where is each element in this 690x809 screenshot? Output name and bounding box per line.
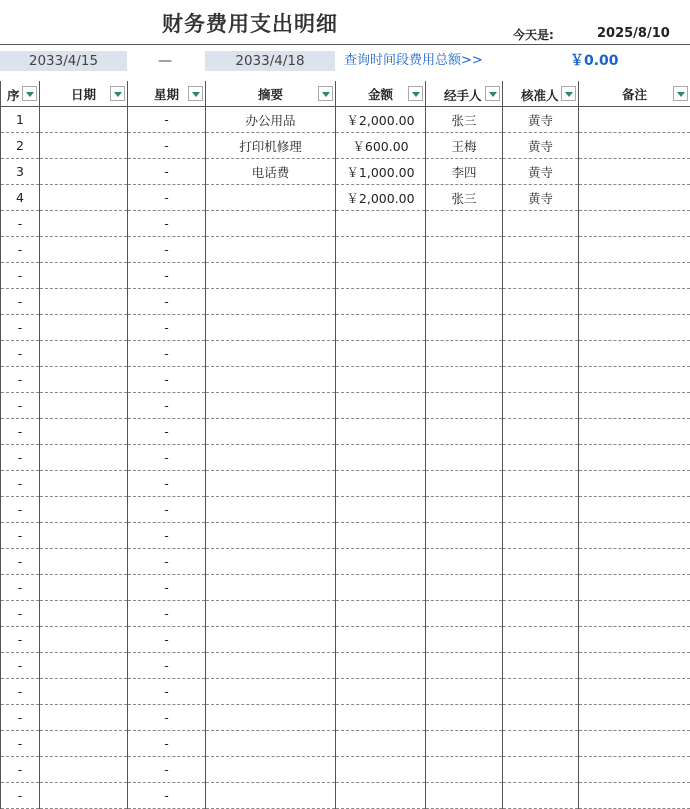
cell-remark[interactable]: [579, 601, 690, 627]
cell-handler[interactable]: [426, 419, 503, 445]
cell-approver[interactable]: [503, 601, 579, 627]
cell-date[interactable]: [40, 393, 128, 419]
cell-date[interactable]: [40, 679, 128, 705]
cell-summary[interactable]: [206, 783, 336, 809]
cell-summary[interactable]: [206, 575, 336, 601]
cell-approver[interactable]: [503, 393, 579, 419]
cell-approver[interactable]: [503, 731, 579, 757]
cell-amount[interactable]: [336, 731, 426, 757]
cell-weekday[interactable]: -: [128, 523, 206, 549]
cell-handler[interactable]: [426, 393, 503, 419]
cell-date[interactable]: [40, 133, 128, 159]
cell-remark[interactable]: [579, 445, 690, 471]
cell-remark[interactable]: [579, 627, 690, 653]
table-row: [1, 159, 690, 185]
cell-remark[interactable]: [579, 315, 690, 341]
cell-approver[interactable]: [503, 471, 579, 497]
table-row: [1, 289, 690, 315]
cell-handler[interactable]: 张三: [426, 185, 503, 211]
cell-summary[interactable]: [206, 237, 336, 263]
cell-approver[interactable]: [503, 705, 579, 731]
cell-summary[interactable]: [206, 757, 336, 783]
cell-seq[interactable]: -: [1, 705, 40, 731]
cell-date[interactable]: [40, 471, 128, 497]
period-total-amount: ￥0.00: [570, 51, 619, 71]
filter-dropdown-icon[interactable]: [673, 86, 688, 101]
cell-summary[interactable]: [206, 419, 336, 445]
cell-date[interactable]: [40, 315, 128, 341]
cell-amount[interactable]: [336, 419, 426, 445]
filter-dropdown-icon[interactable]: [188, 86, 203, 101]
cell-date[interactable]: [40, 367, 128, 393]
cell-seq[interactable]: -: [1, 263, 40, 289]
cell-amount[interactable]: ￥600.00: [336, 133, 426, 159]
cell-date[interactable]: [40, 237, 128, 263]
table-row: [1, 107, 690, 133]
cell-seq[interactable]: -: [1, 393, 40, 419]
cell-remark[interactable]: [579, 523, 690, 549]
cell-remark[interactable]: [579, 133, 690, 159]
cell-summary[interactable]: [206, 185, 336, 211]
cell-weekday[interactable]: -: [128, 289, 206, 315]
cell-handler[interactable]: 张三: [426, 107, 503, 133]
cell-summary[interactable]: [206, 705, 336, 731]
cell-handler[interactable]: [426, 679, 503, 705]
cell-remark[interactable]: [579, 679, 690, 705]
cell-date[interactable]: [40, 289, 128, 315]
cell-seq[interactable]: -: [1, 731, 40, 757]
filter-dropdown-icon[interactable]: [318, 86, 333, 101]
table-row: [1, 263, 690, 289]
cell-seq[interactable]: -: [1, 341, 40, 367]
cell-amount[interactable]: [336, 575, 426, 601]
filter-dropdown-icon[interactable]: [561, 86, 576, 101]
cell-handler[interactable]: [426, 705, 503, 731]
cell-approver[interactable]: 黄寺: [503, 185, 579, 211]
cell-handler[interactable]: [426, 497, 503, 523]
cell-summary[interactable]: [206, 341, 336, 367]
cell-remark[interactable]: [579, 185, 690, 211]
table-row: [1, 315, 690, 341]
cell-remark[interactable]: [579, 497, 690, 523]
cell-seq[interactable]: -: [1, 497, 40, 523]
cell-date[interactable]: [40, 653, 128, 679]
cell-summary[interactable]: [206, 393, 336, 419]
header-remark-label: 备注: [622, 85, 647, 103]
cell-weekday[interactable]: -: [128, 159, 206, 185]
table-row: [1, 653, 690, 679]
cell-weekday[interactable]: -: [128, 419, 206, 445]
page-title: 财务费用支出明细: [0, 8, 500, 38]
cell-amount[interactable]: [336, 601, 426, 627]
cell-summary[interactable]: [206, 549, 336, 575]
cell-amount[interactable]: [336, 627, 426, 653]
cell-amount[interactable]: [336, 237, 426, 263]
table-row: [1, 185, 690, 211]
cell-remark[interactable]: [579, 263, 690, 289]
header-amount-label: 金额: [368, 85, 393, 103]
header-handler-label: 经手人: [444, 86, 482, 104]
cell-handler[interactable]: [426, 627, 503, 653]
start-date-cell[interactable]: 2033/4/15: [0, 51, 127, 71]
cell-approver[interactable]: [503, 211, 579, 237]
expense-table: [0, 81, 690, 809]
cell-weekday[interactable]: -: [128, 341, 206, 367]
today-date: 2025/8/10: [597, 26, 670, 41]
filter-dropdown-icon[interactable]: [110, 86, 125, 101]
cell-weekday[interactable]: -: [128, 211, 206, 237]
cell-summary[interactable]: [206, 601, 336, 627]
cell-handler[interactable]: [426, 315, 503, 341]
cell-seq[interactable]: -: [1, 419, 40, 445]
cell-date[interactable]: [40, 705, 128, 731]
query-total-link[interactable]: 查询时间段费用总额>>: [344, 51, 483, 71]
header-approver-label: 核准人: [521, 86, 559, 104]
cell-weekday[interactable]: -: [128, 653, 206, 679]
cell-date[interactable]: [40, 757, 128, 783]
cell-seq[interactable]: -: [1, 289, 40, 315]
cell-summary[interactable]: [206, 289, 336, 315]
table-row: [1, 549, 690, 575]
cell-summary[interactable]: [206, 627, 336, 653]
cell-handler[interactable]: [426, 263, 503, 289]
cell-handler[interactable]: [426, 471, 503, 497]
cell-seq[interactable]: -: [1, 627, 40, 653]
cell-weekday[interactable]: -: [128, 627, 206, 653]
cell-handler[interactable]: [426, 523, 503, 549]
cell-approver[interactable]: [503, 757, 579, 783]
cell-seq[interactable]: 1: [1, 107, 40, 133]
cell-handler[interactable]: [426, 289, 503, 315]
cell-summary[interactable]: [206, 731, 336, 757]
cell-amount[interactable]: [336, 445, 426, 471]
cell-seq[interactable]: -: [1, 315, 40, 341]
cell-date[interactable]: [40, 497, 128, 523]
cell-date[interactable]: [40, 627, 128, 653]
cell-date[interactable]: [40, 159, 128, 185]
cell-weekday[interactable]: -: [128, 445, 206, 471]
filter-dropdown-icon[interactable]: [408, 86, 423, 101]
header-summary: [206, 81, 336, 107]
cell-approver[interactable]: [503, 497, 579, 523]
cell-date[interactable]: [40, 601, 128, 627]
cell-summary[interactable]: [206, 497, 336, 523]
cell-approver[interactable]: 黄寺: [503, 159, 579, 185]
cell-weekday[interactable]: -: [128, 133, 206, 159]
cell-amount[interactable]: [336, 653, 426, 679]
cell-amount[interactable]: [336, 393, 426, 419]
cell-amount[interactable]: [336, 367, 426, 393]
cell-summary[interactable]: [206, 367, 336, 393]
cell-handler[interactable]: [426, 731, 503, 757]
title-divider: [0, 44, 690, 45]
header-weekday-label: 星期: [154, 85, 179, 103]
cell-seq[interactable]: -: [1, 523, 40, 549]
cell-seq[interactable]: -: [1, 367, 40, 393]
header-date: [40, 81, 128, 107]
cell-approver[interactable]: [503, 419, 579, 445]
cell-handler[interactable]: 王梅: [426, 133, 503, 159]
cell-handler[interactable]: [426, 211, 503, 237]
cell-approver[interactable]: [503, 653, 579, 679]
cell-amount[interactable]: [336, 471, 426, 497]
cell-approver[interactable]: [503, 783, 579, 809]
table-row: [1, 705, 690, 731]
table-row: [1, 523, 690, 549]
cell-amount[interactable]: [336, 757, 426, 783]
cell-weekday[interactable]: -: [128, 315, 206, 341]
cell-date[interactable]: [40, 341, 128, 367]
cell-handler[interactable]: 李四: [426, 159, 503, 185]
cell-date[interactable]: [40, 263, 128, 289]
cell-weekday[interactable]: -: [128, 549, 206, 575]
cell-remark[interactable]: [579, 289, 690, 315]
cell-summary[interactable]: [206, 445, 336, 471]
cell-seq[interactable]: -: [1, 549, 40, 575]
cell-remark[interactable]: [579, 237, 690, 263]
cell-seq[interactable]: -: [1, 211, 40, 237]
cell-seq[interactable]: -: [1, 237, 40, 263]
cell-handler[interactable]: [426, 341, 503, 367]
cell-date[interactable]: [40, 523, 128, 549]
cell-weekday[interactable]: -: [128, 237, 206, 263]
table-row: [1, 471, 690, 497]
cell-weekday[interactable]: -: [128, 107, 206, 133]
cell-amount[interactable]: ￥2,000.00: [336, 185, 426, 211]
cell-remark[interactable]: [579, 783, 690, 809]
cell-remark[interactable]: [579, 393, 690, 419]
cell-date[interactable]: [40, 731, 128, 757]
cell-summary[interactable]: 电话费: [206, 159, 336, 185]
cell-summary[interactable]: [206, 263, 336, 289]
expense-table-body: [1, 107, 690, 809]
header-remark: [579, 81, 690, 107]
cell-summary[interactable]: [206, 523, 336, 549]
cell-approver[interactable]: [503, 367, 579, 393]
table-row: [1, 445, 690, 471]
table-row: [1, 679, 690, 705]
cell-approver[interactable]: [503, 575, 579, 601]
cell-approver[interactable]: [503, 315, 579, 341]
cell-approver[interactable]: [503, 627, 579, 653]
cell-weekday[interactable]: -: [128, 263, 206, 289]
table-row: [1, 211, 690, 237]
table-row: [1, 419, 690, 445]
cell-seq[interactable]: -: [1, 445, 40, 471]
cell-amount[interactable]: [336, 705, 426, 731]
cell-weekday[interactable]: -: [128, 757, 206, 783]
cell-amount[interactable]: [336, 549, 426, 575]
cell-handler[interactable]: [426, 601, 503, 627]
table-header-row: [1, 81, 690, 107]
cell-amount[interactable]: [336, 289, 426, 315]
cell-amount[interactable]: [336, 263, 426, 289]
cell-remark[interactable]: [579, 341, 690, 367]
header-date-label: 日期: [71, 85, 96, 103]
table-row: [1, 237, 690, 263]
header-amount: [336, 81, 426, 107]
cell-seq[interactable]: 2: [1, 133, 40, 159]
cell-weekday[interactable]: -: [128, 367, 206, 393]
cell-remark[interactable]: [579, 653, 690, 679]
cell-handler[interactable]: [426, 367, 503, 393]
date-range-separator: —: [158, 51, 172, 71]
cell-remark[interactable]: [579, 107, 690, 133]
cell-weekday[interactable]: -: [128, 783, 206, 809]
cell-weekday[interactable]: -: [128, 679, 206, 705]
cell-approver[interactable]: [503, 445, 579, 471]
cell-summary[interactable]: [206, 211, 336, 237]
table-row: [1, 393, 690, 419]
cell-seq[interactable]: -: [1, 679, 40, 705]
cell-remark[interactable]: [579, 159, 690, 185]
cell-remark[interactable]: [579, 705, 690, 731]
cell-remark[interactable]: [579, 575, 690, 601]
cell-amount[interactable]: [336, 679, 426, 705]
cell-amount[interactable]: [336, 523, 426, 549]
table-row: [1, 783, 690, 809]
cell-remark[interactable]: [579, 757, 690, 783]
cell-date[interactable]: [40, 107, 128, 133]
cell-remark[interactable]: [579, 471, 690, 497]
cell-weekday[interactable]: -: [128, 393, 206, 419]
cell-weekday[interactable]: -: [128, 601, 206, 627]
cell-weekday[interactable]: -: [128, 471, 206, 497]
cell-seq[interactable]: 3: [1, 159, 40, 185]
table-row: [1, 497, 690, 523]
cell-date[interactable]: [40, 445, 128, 471]
cell-handler[interactable]: [426, 445, 503, 471]
cell-seq[interactable]: 4: [1, 185, 40, 211]
cell-seq[interactable]: -: [1, 601, 40, 627]
cell-handler[interactable]: [426, 575, 503, 601]
table-row: [1, 757, 690, 783]
cell-handler[interactable]: [426, 549, 503, 575]
cell-remark[interactable]: [579, 549, 690, 575]
cell-date[interactable]: [40, 419, 128, 445]
cell-approver[interactable]: [503, 523, 579, 549]
cell-summary[interactable]: 打印机修理: [206, 133, 336, 159]
cell-approver[interactable]: 黄寺: [503, 133, 579, 159]
cell-weekday[interactable]: -: [128, 497, 206, 523]
cell-weekday[interactable]: -: [128, 575, 206, 601]
cell-seq[interactable]: -: [1, 471, 40, 497]
cell-seq[interactable]: -: [1, 757, 40, 783]
cell-weekday[interactable]: -: [128, 731, 206, 757]
cell-date[interactable]: [40, 549, 128, 575]
today-label: 今天是:: [513, 26, 554, 43]
cell-amount[interactable]: ￥2,000.00: [336, 107, 426, 133]
cell-summary[interactable]: [206, 315, 336, 341]
cell-approver[interactable]: [503, 679, 579, 705]
table-row: [1, 627, 690, 653]
cell-approver[interactable]: 黄寺: [503, 107, 579, 133]
cell-seq[interactable]: -: [1, 653, 40, 679]
cell-date[interactable]: [40, 575, 128, 601]
end-date-cell[interactable]: 2033/4/18: [205, 51, 335, 71]
cell-summary[interactable]: [206, 653, 336, 679]
cell-amount[interactable]: [336, 783, 426, 809]
cell-summary[interactable]: 办公用品: [206, 107, 336, 133]
cell-approver[interactable]: [503, 549, 579, 575]
cell-seq[interactable]: -: [1, 783, 40, 809]
cell-amount[interactable]: [336, 497, 426, 523]
cell-amount[interactable]: [336, 315, 426, 341]
cell-amount[interactable]: [336, 211, 426, 237]
cell-remark[interactable]: [579, 419, 690, 445]
cell-handler[interactable]: [426, 653, 503, 679]
cell-approver[interactable]: [503, 237, 579, 263]
header-seq: [1, 81, 40, 107]
cell-date[interactable]: [40, 783, 128, 809]
cell-remark[interactable]: [579, 211, 690, 237]
cell-summary[interactable]: [206, 471, 336, 497]
header-seq-label: 序: [7, 86, 20, 104]
cell-summary[interactable]: [206, 679, 336, 705]
filter-dropdown-icon[interactable]: [485, 86, 500, 101]
cell-weekday[interactable]: -: [128, 185, 206, 211]
table-row: [1, 575, 690, 601]
table-row: [1, 601, 690, 627]
cell-date[interactable]: [40, 185, 128, 211]
cell-handler[interactable]: [426, 757, 503, 783]
cell-handler[interactable]: [426, 783, 503, 809]
header-handler: [426, 81, 503, 107]
header-weekday: [128, 81, 206, 107]
table-row: [1, 341, 690, 367]
cell-amount[interactable]: ￥1,000.00: [336, 159, 426, 185]
cell-amount[interactable]: [336, 341, 426, 367]
cell-approver[interactable]: [503, 263, 579, 289]
table-row: [1, 731, 690, 757]
header-approver: [503, 81, 579, 107]
cell-weekday[interactable]: -: [128, 705, 206, 731]
cell-seq[interactable]: -: [1, 575, 40, 601]
cell-remark[interactable]: [579, 367, 690, 393]
filter-dropdown-icon[interactable]: [22, 86, 37, 101]
cell-approver[interactable]: [503, 289, 579, 315]
cell-date[interactable]: [40, 211, 128, 237]
cell-handler[interactable]: [426, 237, 503, 263]
table-row: [1, 133, 690, 159]
header-summary-label: 摘要: [258, 85, 283, 103]
cell-approver[interactable]: [503, 341, 579, 367]
table-row: [1, 367, 690, 393]
cell-remark[interactable]: [579, 731, 690, 757]
